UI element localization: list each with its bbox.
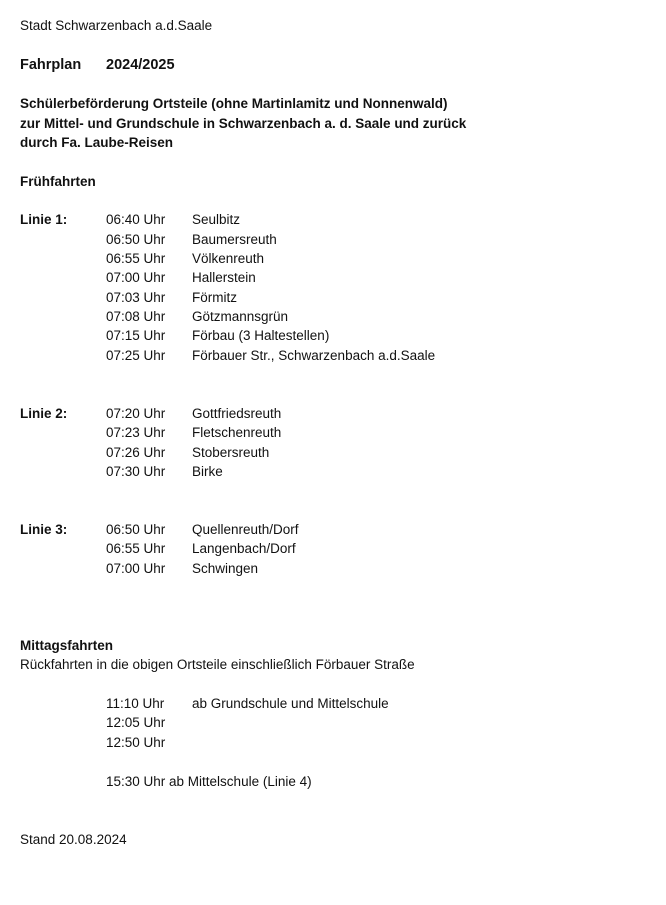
departure-time: 07:20 Uhr — [106, 406, 166, 421]
morning-heading: Frühfahrten — [20, 174, 96, 189]
departure-time: 06:50 Uhr — [106, 522, 166, 537]
stop-name: Völkenreuth — [192, 251, 265, 266]
departure-time: 06:55 Uhr — [106, 541, 166, 556]
departure-time: 06:50 Uhr — [106, 232, 166, 247]
return-note: ab Grundschule und Mittelschule — [192, 696, 389, 711]
departure-time: 07:15 Uhr — [106, 328, 166, 343]
stop-name: Langenbach/Dorf — [192, 541, 296, 556]
departure-time: 07:23 Uhr — [106, 425, 166, 440]
stop-name: Förmitz — [192, 290, 237, 305]
stop-name: Stobersreuth — [192, 445, 270, 460]
midday-heading: Mittagsfahrten — [20, 638, 114, 653]
school-year: 2024/2025 — [106, 57, 175, 73]
stop-name: Seulbitz — [192, 212, 241, 227]
description-line: zur Mittel- und Grundschule in Schwarzenbach a. d. Saale und zurück — [20, 116, 467, 131]
afternoon-return: 15:30 Uhr ab Mittelschule (Linie 4) — [106, 774, 312, 789]
stand-date: Stand 20.08.2024 — [20, 832, 127, 847]
departure-time: 07:26 Uhr — [106, 445, 166, 460]
line-label: Linie 2: — [20, 406, 68, 421]
departure-time: 07:00 Uhr — [106, 270, 166, 285]
stop-name: Fletschenreuth — [192, 425, 282, 440]
departure-time: 07:08 Uhr — [106, 309, 166, 324]
return-time: 12:05 Uhr — [106, 715, 166, 730]
stop-name: Birke — [192, 464, 223, 479]
stop-name: Schwingen — [192, 561, 259, 576]
organization-name: Stadt Schwarzenbach a.d.Saale — [20, 18, 213, 33]
return-time: 12:50 Uhr — [106, 735, 166, 750]
stop-name: Götzmannsgrün — [192, 309, 289, 324]
stop-name: Förbau (3 Haltestellen) — [192, 328, 330, 343]
description-line: Schülerbeförderung Ortsteile (ohne Martinlamitz und Nonnenwald) — [20, 96, 448, 111]
departure-time: 07:03 Uhr — [106, 290, 166, 305]
stop-name: Förbauer Str., Schwarzenbach a.d.Saale — [192, 348, 436, 363]
return-time: 11:10 Uhr — [106, 696, 165, 711]
line-label: Linie 3: — [20, 522, 68, 537]
description-line: durch Fa. Laube-Reisen — [20, 135, 174, 150]
departure-time: 06:55 Uhr — [106, 251, 166, 266]
departure-time: 07:25 Uhr — [106, 348, 166, 363]
departure-time: 07:30 Uhr — [106, 464, 166, 479]
stop-name: Gottfriedsreuth — [192, 406, 282, 421]
departure-time: 07:00 Uhr — [106, 561, 166, 576]
stop-name: Baumersreuth — [192, 232, 277, 247]
line-label: Linie 1: — [20, 212, 68, 227]
stop-name: Quellenreuth/Dorf — [192, 522, 299, 537]
page-title: Fahrplan — [20, 57, 82, 73]
midday-subtitle: Rückfahrten in die obigen Ortsteile einschließlich Förbauer Straße — [20, 657, 415, 672]
departure-time: 06:40 Uhr — [106, 212, 166, 227]
stop-name: Hallerstein — [192, 270, 256, 285]
